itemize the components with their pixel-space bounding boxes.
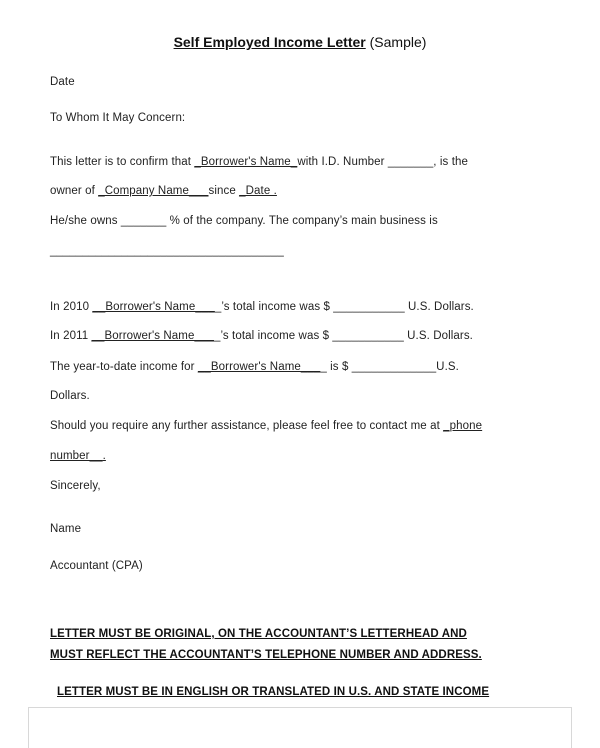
notice-english: LETTER MUST BE IN ENGLISH OR TRANSLATED IN U.S. AND STATE INCOME [57, 686, 490, 698]
phone-number-field: number__ [50, 450, 103, 462]
confirm-line [50, 156, 468, 168]
phone-field: _phone [443, 420, 483, 432]
notice-telephone: MUST REFLECT THE ACCOUNTANT’S TELEPHONE NUMBER AND ADDRESS. [50, 649, 482, 661]
document-title [0, 34, 600, 50]
ytd-line [50, 361, 459, 373]
notice-original: LETTER MUST BE ORIGINAL, ON THE ACCOUNTANT’S LETTERHEAD AND [50, 628, 467, 640]
page-border [28, 707, 572, 748]
company-name-field: _Company Name___ [98, 185, 209, 197]
year-2011: In 2011 [50, 330, 92, 342]
owner-line [50, 185, 277, 197]
phone-period: . [102, 450, 106, 462]
dollars-line: Dollars. [50, 390, 90, 402]
signature-title: Accountant (CPA) [50, 560, 143, 572]
borrower-name-field: __Borrower's Name___ [197, 361, 321, 373]
assist-line [50, 420, 482, 432]
confirm-text: This letter is to confirm that [50, 156, 195, 168]
since-date-field: _Date . [239, 185, 277, 197]
id-number-text: with I.D. Number _______, is the [297, 156, 468, 168]
phone-line [50, 450, 106, 462]
closing: Sincerely, [50, 480, 101, 492]
ytd-text: The year-to-date income for [50, 361, 198, 373]
borrower-name-field: __Borrower's Name___ [91, 330, 214, 342]
income-2010-line [50, 301, 474, 313]
date-label: Date [50, 76, 75, 88]
borrower-name-field: _Borrower's Name_ [194, 156, 298, 168]
signature-name: Name [50, 523, 82, 535]
owner-text: owner of [50, 185, 99, 197]
income-2010-text: _’s total income was $ ___________ U.S. Dollars. [214, 301, 474, 313]
title-sub: (Sample) [369, 34, 427, 50]
ytd-amount-text: _ is $ _____________U.S. [320, 361, 459, 373]
business-blank-line: ____________________________________ [50, 245, 284, 257]
income-2011-text: _’s total income was $ ___________ U.S. Dollars. [213, 330, 473, 342]
year-2010: In 2010 [50, 301, 93, 313]
assist-text: Should you require any further assistance, please feel free to contact me at [50, 420, 444, 432]
ownership-line: He/she owns _______ % of the company. The company’s main business is [50, 215, 438, 227]
title-main: Self Employed Income Letter [173, 34, 366, 50]
income-2011-line [50, 330, 473, 342]
since-text: since [208, 185, 240, 197]
borrower-name-field: __Borrower's Name___ [92, 301, 215, 313]
salutation: To Whom It May Concern: [50, 112, 186, 124]
